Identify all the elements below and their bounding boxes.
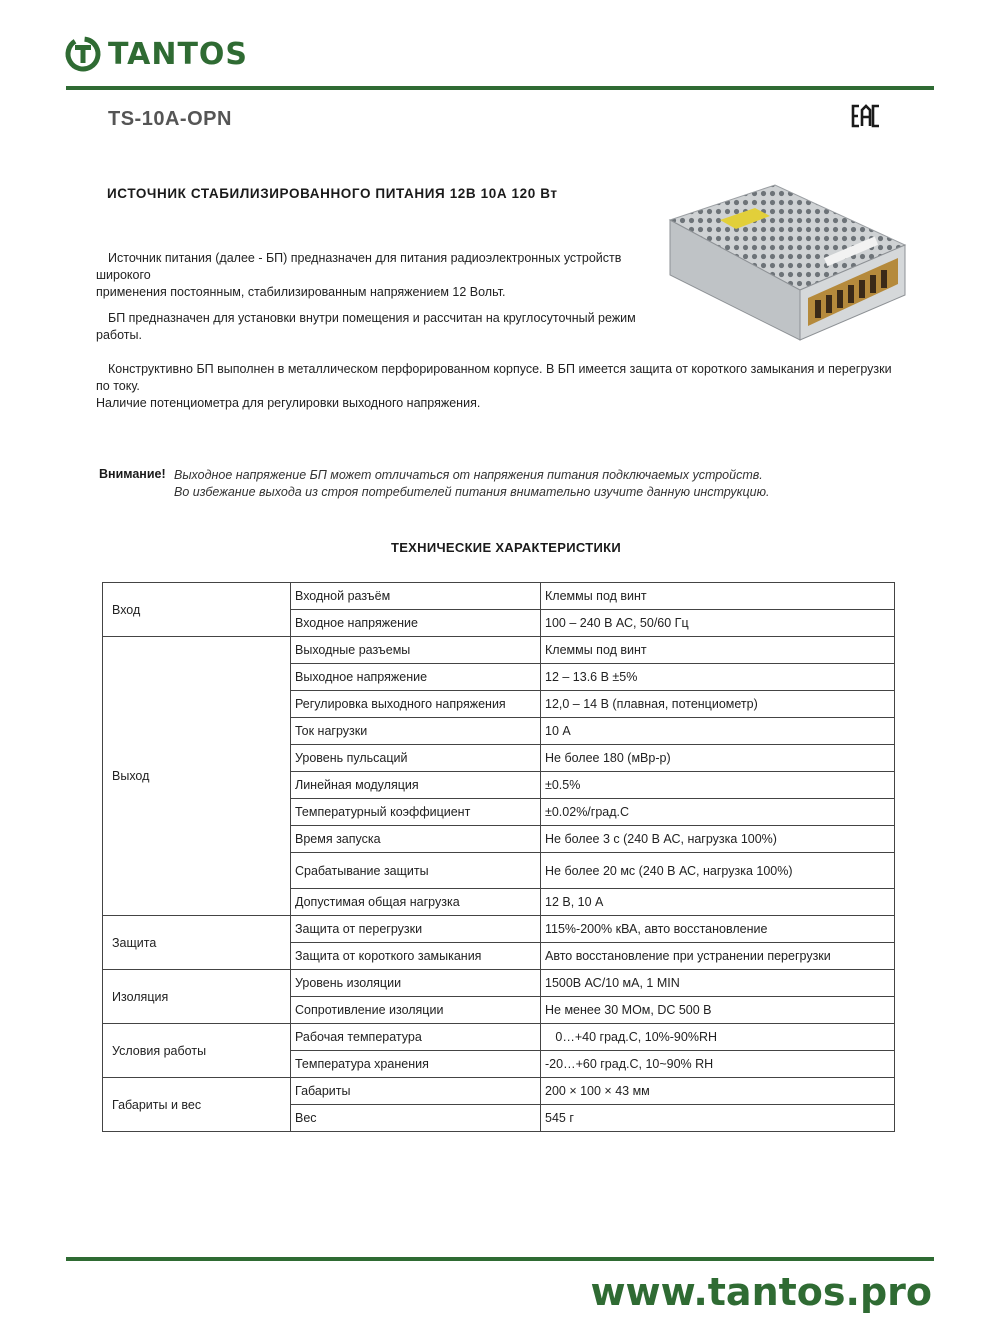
param-cell: Температурный коэффициент: [291, 799, 541, 826]
param-cell: Рабочая температура: [291, 1024, 541, 1051]
description-paragraph-1: [96, 250, 661, 301]
table-row: [103, 583, 895, 610]
description-line: Источник питания (далее - БП) предназначен для питания радиоэлектронных устройств широкого: [96, 251, 622, 282]
description-line: Конструктивно БП выполнен в металлическом перфорированном корпусе. В БП имеется защита от короткого замыкания и перегрузки по току.: [96, 362, 892, 393]
value-cell: ±0.5%: [541, 772, 895, 799]
value-cell: 0…+40 град.С, 10%-90%RH: [541, 1024, 895, 1051]
specs-heading: ТЕХНИЧЕСКИЕ ХАРАКТЕРИСТИКИ: [390, 540, 622, 555]
value-cell: 12 – 13.6 В ±5%: [541, 664, 895, 691]
group-cell: Вход: [103, 583, 291, 637]
group-cell: Габариты и вес: [103, 1078, 291, 1132]
param-cell: Входное напряжение: [291, 610, 541, 637]
warning-line: Во избежание выхода из строя потребителей питания внимательно изучите данную инструкцию.: [174, 485, 770, 499]
warning-text: [174, 467, 769, 501]
value-cell: 115%-200% кВА, авто восстановление: [541, 916, 895, 943]
table-row: [103, 916, 895, 943]
param-cell: Вес: [291, 1105, 541, 1132]
table-row: [103, 970, 895, 997]
group-cell: Выход: [103, 637, 291, 916]
value-cell: 200 × 100 × 43 мм: [541, 1078, 895, 1105]
param-cell: Защита от перегрузки: [291, 916, 541, 943]
website-url: www.tantos.pro: [590, 1270, 932, 1314]
param-cell: Сопротивление изоляции: [291, 997, 541, 1024]
value-cell: 12 В, 10 А: [541, 889, 895, 916]
param-cell: Выходные разъемы: [291, 637, 541, 664]
description-line: Наличие потенциометра для регулировки выходного напряжения.: [96, 396, 481, 410]
param-cell: Защита от короткого замыкания: [291, 943, 541, 970]
value-cell: Авто восстановление при устранении перегрузки: [541, 943, 895, 970]
value-cell: -20…+60 град.С, 10~90% RH: [541, 1051, 895, 1078]
param-cell: Температура хранения: [291, 1051, 541, 1078]
value-cell: ±0.02%/град.С: [541, 799, 895, 826]
value-cell: Не более 3 с (240 В АС, нагрузка 100%): [541, 826, 895, 853]
value-cell: 1500В АС/10 мА, 1 MIN: [541, 970, 895, 997]
table-row: [103, 637, 895, 664]
value-cell: Клеммы под винт: [541, 637, 895, 664]
value-cell: Не более 20 мс (240 В АС, нагрузка 100%): [541, 853, 895, 889]
brand-name: TANTOS: [108, 36, 249, 72]
group-cell: Изоляция: [103, 970, 291, 1024]
product-title: ИСТОЧНИК СТАБИЛИЗИРОВАННОГО ПИТАНИЯ 12В 10А 120 Вт: [107, 186, 558, 201]
brand-logo: [64, 34, 248, 74]
specs-table: [102, 582, 895, 1132]
value-cell: Не более 180 (мВр-р): [541, 745, 895, 772]
param-cell: Ток нагрузки: [291, 718, 541, 745]
param-cell: Время запуска: [291, 826, 541, 853]
param-cell: Допустимая общая нагрузка: [291, 889, 541, 916]
model-number: TS-10A-OPN: [108, 108, 232, 130]
value-cell: Не менее 30 МОм, DC 500 В: [541, 997, 895, 1024]
param-cell: Линейная модуляция: [291, 772, 541, 799]
group-cell: Защита: [103, 916, 291, 970]
footer-divider: [66, 1257, 934, 1261]
param-cell: Уровень изоляции: [291, 970, 541, 997]
param-cell: Входной разъём: [291, 583, 541, 610]
tantos-logo-icon: [64, 35, 102, 73]
value-cell: 10 А: [541, 718, 895, 745]
warning-label: Внимание!: [99, 467, 166, 481]
value-cell: 100 – 240 В АС, 50/60 Гц: [541, 610, 895, 637]
description-line: применения постоянным, стабилизированным напряжением 12 Вольт.: [96, 285, 506, 299]
param-cell: Регулировка выходного напряжения: [291, 691, 541, 718]
description-paragraph-2: БП предназначен для установки внутри помещения и рассчитан на круглосуточный режим работы.: [96, 311, 636, 342]
table-row: [103, 1024, 895, 1051]
param-cell: Срабатывание защиты: [291, 853, 541, 889]
value-cell: 545 г: [541, 1105, 895, 1132]
value-cell: 12,0 – 14 В (плавная, потенциометр): [541, 691, 895, 718]
param-cell: Габариты: [291, 1078, 541, 1105]
table-row: [103, 1078, 895, 1105]
warning-line: Выходное напряжение БП может отличаться от напряжения питания подключаемых устройств.: [174, 468, 763, 482]
eac-certification-icon: [851, 104, 881, 128]
param-cell: Выходное напряжение: [291, 664, 541, 691]
group-cell: Условия работы: [103, 1024, 291, 1078]
value-cell: Клеммы под винт: [541, 583, 895, 610]
param-cell: Уровень пульсаций: [291, 745, 541, 772]
description-paragraph-3: [96, 361, 896, 412]
product-photo: [660, 180, 910, 345]
header-divider: [66, 86, 934, 90]
